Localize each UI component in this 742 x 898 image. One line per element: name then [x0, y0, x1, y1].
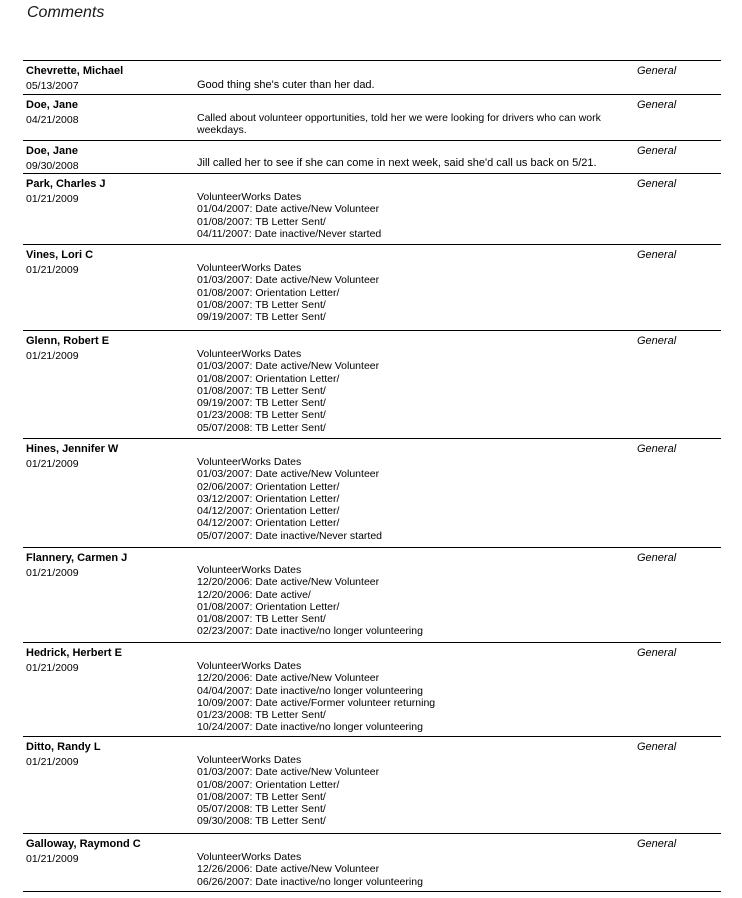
- comment-entry: [23, 244, 721, 330]
- comment-entry: [23, 173, 721, 244]
- volunteer-name: Doe, Jane: [26, 99, 78, 111]
- comment-text: VolunteerWorks Dates 01/03/2007: Date active/New Volunteer 02/06/2007: Orientation Letter/ 03/12/2007: Orientation Letter/ 04/12/2007: Orientation Letter/ 04/12/2007: Orientation Letter/ 05/07/2007: Date inactive/Never started: [197, 456, 383, 542]
- comment-entry: [23, 60, 721, 94]
- comment-text: VolunteerWorks Dates 01/04/2007: Date active/New Volunteer 01/08/2007: TB Letter Sent/ 04/11/2007: Date inactive/Never started: [197, 191, 382, 240]
- volunteer-name: Galloway, Raymond C: [26, 838, 141, 850]
- comment-entry: [23, 547, 721, 642]
- comment-date: 01/21/2009: [26, 193, 79, 205]
- comment-date: 04/21/2008: [26, 114, 79, 126]
- comment-date: 01/21/2009: [26, 662, 79, 674]
- comment-text: VolunteerWorks Dates 01/03/2007: Date active/New Volunteer 01/08/2007: Orientation Letter/ 01/08/2007: TB Letter Sent/ 09/19/2007: TB Letter Sent/: [197, 262, 380, 324]
- comment-date: 01/21/2009: [26, 264, 79, 276]
- comment-text: Jill called her to see if she can come in next week, said she'd call us back on 5/21.: [197, 157, 597, 169]
- comment-text: VolunteerWorks Dates 12/20/2006: Date active/New Volunteer 12/20/2006: Date active/ 01/08/2007: Orientation Letter/ 01/08/2007: TB Letter Sent/ 02/23/2007: Date inactive/no longer volunteering: [197, 564, 423, 638]
- comment-text: VolunteerWorks Dates 01/03/2007: Date active/New Volunteer 01/08/2007: Orientation Letter/ 01/08/2007: TB Letter Sent/ 09/19/2007: TB Letter Sent/ 01/23/2008: TB Letter Sent/ 05/07/2008: TB Letter Sent/: [197, 348, 380, 434]
- comment-text: VolunteerWorks Dates 01/03/2007: Date active/New Volunteer 01/08/2007: Orientation Letter/ 01/08/2007: TB Letter Sent/ 05/07/2008: TB Letter Sent/ 09/30/2008: TB Letter Sent/: [197, 754, 380, 828]
- comment-category: General: [637, 249, 677, 261]
- comment-date: 09/30/2008: [26, 160, 79, 172]
- comment-entry: [23, 833, 721, 892]
- volunteer-name: Park, Charles J: [26, 178, 106, 190]
- bottom-divider: [23, 891, 721, 892]
- volunteer-name: Flannery, Carmen J: [26, 552, 128, 564]
- comment-date: 01/21/2009: [26, 567, 79, 579]
- comment-entry: [23, 438, 721, 547]
- comment-category: General: [637, 178, 677, 190]
- comment-date: 01/21/2009: [26, 756, 79, 768]
- comment-category: General: [637, 145, 677, 157]
- comment-category: General: [637, 65, 677, 77]
- volunteer-name: Hedrick, Herbert E: [26, 647, 122, 659]
- comment-category: General: [637, 647, 677, 659]
- comment-category: General: [637, 838, 677, 850]
- volunteer-name: Chevrette, Michael: [26, 65, 124, 77]
- comment-text: VolunteerWorks Dates 12/20/2006: Date active/New Volunteer 04/04/2007: Date inactive/no longer volunteering 10/09/2007: Date active/Former volunteer returning 01/23/2008: TB Letter Sent/ 10/24/2007: Date inactive/no longer volunteering: [197, 660, 436, 734]
- comment-entry: [23, 642, 721, 736]
- comment-date: 01/21/2009: [26, 853, 79, 865]
- comment-date: 01/21/2009: [26, 350, 79, 362]
- page-title: Comments: [27, 4, 105, 21]
- volunteer-name: Vines, Lori C: [26, 249, 94, 261]
- comment-category: General: [637, 335, 677, 347]
- comment-date: 01/21/2009: [26, 458, 79, 470]
- comment-entry: [23, 140, 721, 173]
- comment-date: 05/13/2007: [26, 80, 79, 92]
- volunteer-name: Ditto, Randy L: [26, 741, 101, 753]
- comment-category: General: [637, 552, 677, 564]
- comment-text: Called about volunteer opportunities, told her we were looking for drivers who can work weekdays.: [197, 112, 601, 137]
- volunteer-name: Hines, Jennifer W: [26, 443, 119, 455]
- comment-text: VolunteerWorks Dates 12/26/2006: Date active/New Volunteer 06/26/2007: Date inactive/no longer volunteering: [197, 851, 423, 888]
- volunteer-name: Doe, Jane: [26, 145, 78, 157]
- comment-text: Good thing she's cuter than her dad.: [197, 79, 375, 91]
- comment-category: General: [637, 443, 677, 455]
- comment-category: General: [637, 99, 677, 111]
- comment-entry: [23, 736, 721, 833]
- comment-entry: [23, 330, 721, 439]
- comment-entry: [23, 94, 721, 140]
- volunteer-name: Glenn, Robert E: [26, 335, 110, 347]
- comment-category: General: [637, 741, 677, 753]
